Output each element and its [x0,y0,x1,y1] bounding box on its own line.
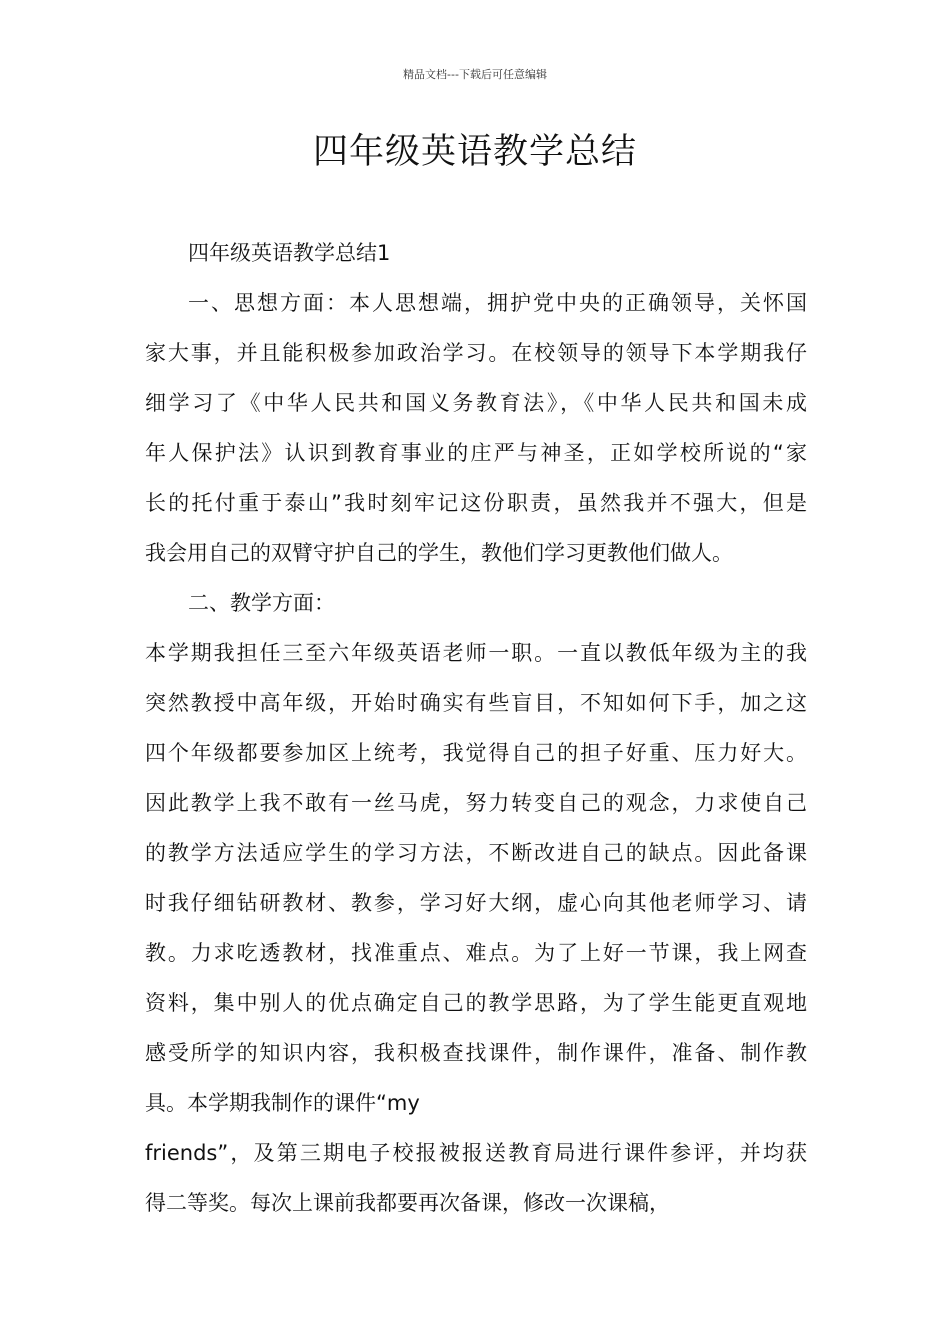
paragraph-line: 教。力求吃透教材，找准重点、难点。为了上好一节课，我上网查 [145,941,807,965]
paragraph-line: 感受所学的知识内容，我积极查找课件，制作课件，准备、制作教 [145,1041,807,1065]
paragraph-line: 因此教学上我不敢有一丝马虎，努力转变自己的观念，力求使自己 [145,791,807,815]
paragraph-line: 得二等奖。每次上课前我都要再次备课，修改一次课稿， [145,1191,670,1215]
document-body [145,228,807,1228]
paragraph-line: 具。本学期我制作的课件“my [145,1091,420,1115]
paragraph-line: 年人保护法》认识到教育事业的庄严与神圣，正如学校所说的“家 [145,441,807,465]
paragraph-line: 的教学方法适应学生的学习方法，不断改进自己的缺点。因此备课 [145,841,807,865]
header-note: 精品文档---下载后可任意编辑 [403,68,547,81]
paragraph-line: 本学期我担任三至六年级英语老师一职。一直以教低年级为主的我 [145,641,807,665]
paragraph-line: 一、思想方面：本人思想端，拥护党中央的正确领导，关怀国 [188,291,807,315]
paragraph-line: 我会用自己的双臂守护自己的学生，教他们学习更教他们做人。 [145,541,733,565]
document-title: 四年级英语教学总结 [312,132,637,172]
section-heading: 二、教学方面： [188,591,335,615]
paragraph-line: 细学习了《中华人民共和国义务教育法》，《中华人民共和国未成 [145,391,807,415]
section-heading: 四年级英语教学总结1 [188,241,391,265]
paragraph-line: 资料，集中别人的优点确定自己的教学思路，为了学生能更直观地 [145,991,807,1015]
paragraph-line: 四个年级都要参加区上统考，我觉得自己的担子好重、压力好大。 [145,741,807,765]
paragraph-line: friends”，及第三期电子校报被报送教育局进行课件参评，并均获 [145,1141,807,1165]
paragraph-line: 突然教授中高年级，开始时确实有些盲目，不知如何下手，加之这 [145,691,807,715]
paragraph-line: 长的托付重于泰山”我时刻牢记这份职责，虽然我并不强大，但是 [145,491,807,515]
paragraph-line: 时我仔细钻研教材、教参，学习好大纲，虚心向其他老师学习、请 [145,891,807,915]
paragraph-line: 家大事，并且能积极参加政治学习。在校领导的领导下本学期我仔 [145,341,807,365]
